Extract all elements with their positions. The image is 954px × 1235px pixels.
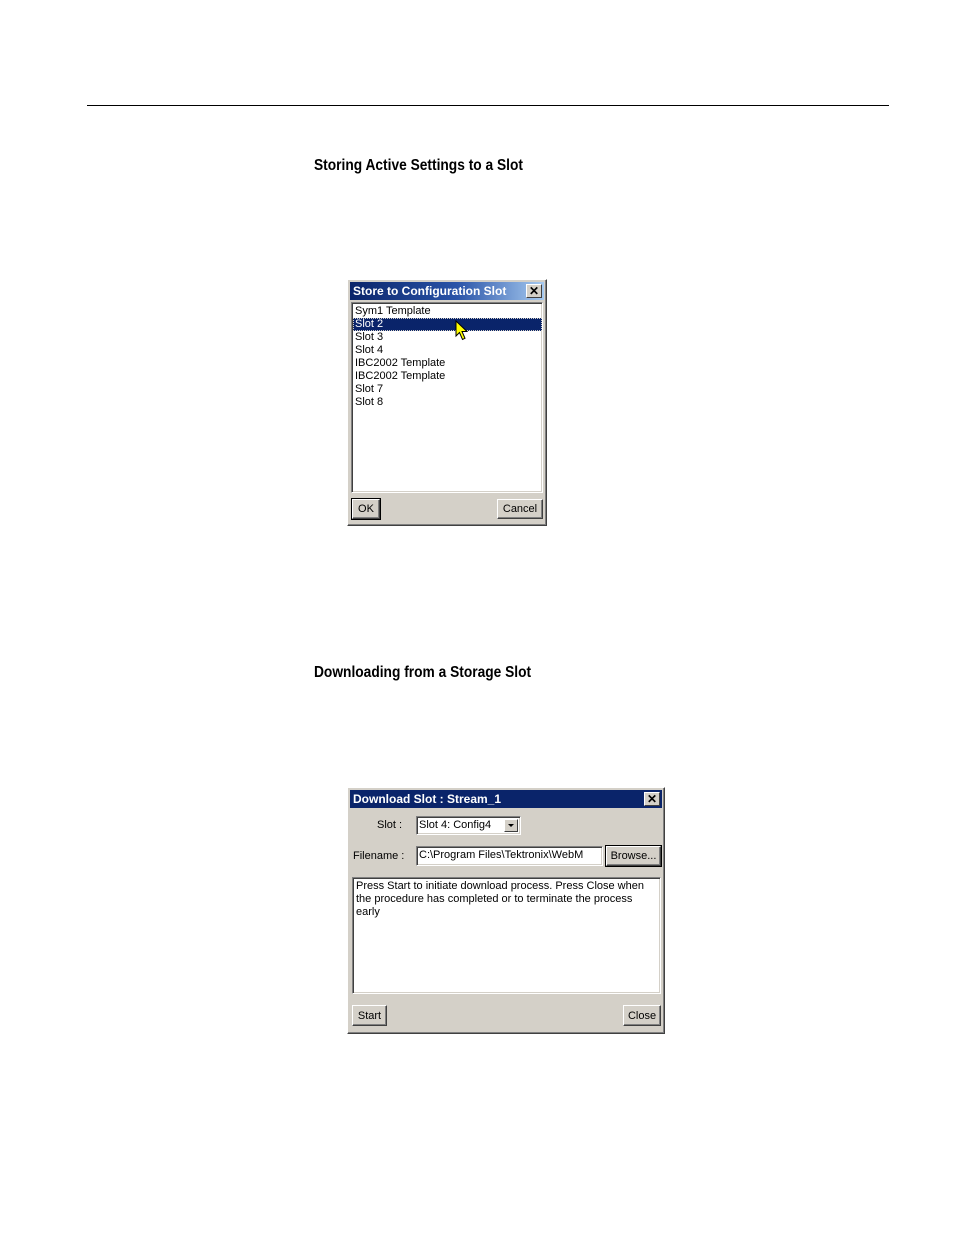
- slot-list-item[interactable]: Sym1 Template: [355, 305, 431, 317]
- mouse-pointer-icon: [455, 320, 469, 342]
- download-slot-dialog: [347, 787, 665, 1034]
- slot-list-item[interactable]: Slot 2: [353, 318, 542, 331]
- page-header-rule: [87, 105, 889, 106]
- slot-dropdown-value: Slot 4: Config4: [419, 819, 492, 831]
- cancel-button[interactable]: Cancel: [497, 499, 543, 519]
- slot-list-item[interactable]: Slot 3: [355, 331, 384, 343]
- slot-list-item[interactable]: Slot 8: [355, 396, 384, 408]
- close-icon: ✕: [528, 284, 540, 298]
- download-dialog-title: Download Slot : Stream_1: [353, 792, 502, 806]
- start-button[interactable]: Start: [352, 1005, 387, 1026]
- slot-list-item[interactable]: IBC2002 Template: [355, 357, 446, 369]
- section-heading-downloading: Downloading from a Storage Slot: [314, 664, 532, 681]
- chevron-down-icon[interactable]: [504, 819, 518, 832]
- store-config-dialog: [347, 279, 547, 526]
- store-dialog-close-button[interactable]: [526, 284, 542, 298]
- slot-label: Slot :: [377, 819, 403, 831]
- section-heading-storing: Storing Active Settings to a Slot: [314, 157, 523, 174]
- ok-button[interactable]: OK: [352, 499, 380, 519]
- status-message-box: [352, 877, 661, 994]
- status-message-text: Press Start to initiate download process. Press Close when the procedure has completed or to terminate the process early: [356, 880, 644, 918]
- close-icon: ✕: [646, 792, 658, 806]
- slot-list: [352, 303, 542, 409]
- download-dialog-titlebar: [350, 790, 662, 808]
- slot-list-item[interactable]: Slot 4: [355, 344, 384, 356]
- store-dialog-title: Store to Configuration Slot: [353, 284, 507, 298]
- store-dialog-titlebar: [350, 282, 544, 300]
- browse-button[interactable]: Browse...: [606, 846, 661, 866]
- filename-value: C:\Program Files\Tektronix\WebM: [419, 849, 584, 861]
- close-button[interactable]: Close: [623, 1005, 661, 1026]
- slot-listbox[interactable]: [351, 302, 543, 493]
- slot-dropdown[interactable]: [416, 816, 521, 835]
- filename-label: Filename :: [353, 850, 405, 862]
- filename-input[interactable]: [416, 846, 603, 866]
- download-dialog-close-button[interactable]: [644, 792, 660, 806]
- slot-list-item[interactable]: IBC2002 Template: [355, 370, 446, 382]
- slot-list-item[interactable]: Slot 7: [355, 383, 384, 395]
